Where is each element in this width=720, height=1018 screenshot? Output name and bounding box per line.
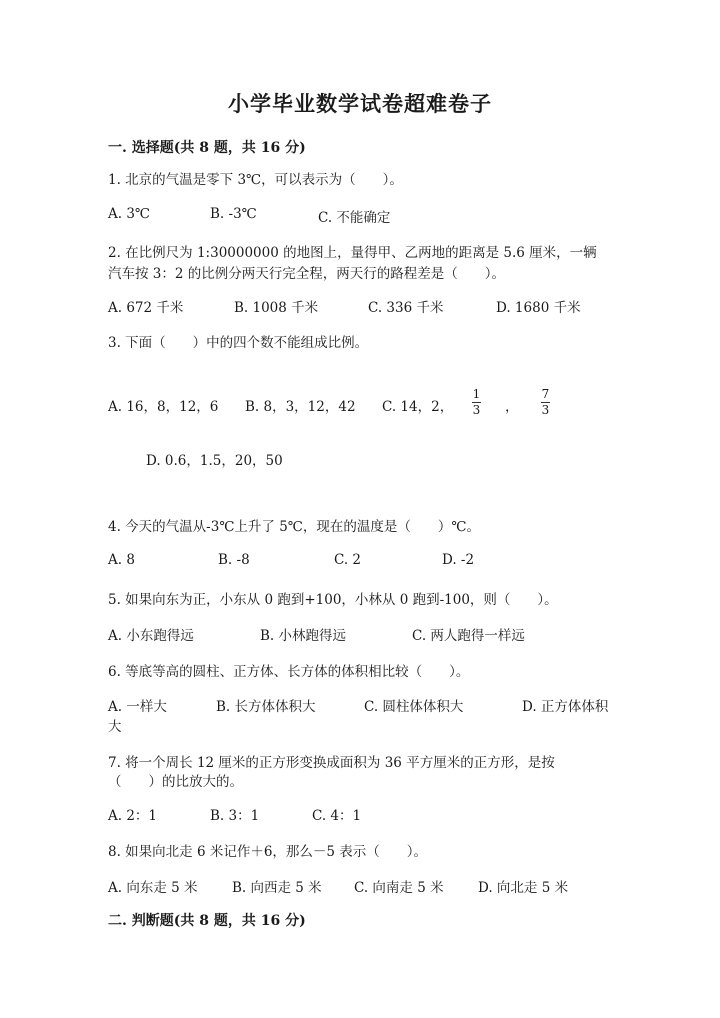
q5-option-c: C. 两人跑得一样远	[412, 628, 525, 644]
fraction-numerator: 7	[541, 387, 550, 401]
q1-option-a: A. 3℃	[108, 206, 151, 222]
fraction-denominator: 3	[541, 403, 550, 417]
question-3: 3. 下面（ ）中的四个数不能组成比例。	[108, 335, 369, 351]
q6-option-d-continued: 大	[108, 719, 122, 735]
q6-option-d: D. 正方体体积	[522, 699, 609, 715]
page-title: 小学毕业数学试卷超难卷子	[228, 91, 492, 116]
question-2-line-1: 2. 在比例尺为 1:30000000 的地图上，量得甲、乙两地的距离是 5.6 厘米，一辆	[108, 245, 597, 261]
q3-fraction-one-third	[472, 388, 481, 417]
question-2-line-2: 汽车按 3：2 的比例分两天行完全程，两天行的路程差是（ ）。	[108, 266, 506, 282]
question-8: 8. 如果向北走 6 米记作＋6，那么－5 表示（ ）。	[108, 844, 428, 860]
q3-option-c: C. 14，2，	[382, 399, 454, 415]
q2-option-a: A. 672 千米	[108, 300, 184, 316]
q6-option-b: B. 长方体体积大	[216, 699, 316, 715]
q1-option-b: B. -3℃	[210, 206, 257, 222]
q3-option-b: B. 8，3，12，42	[245, 399, 356, 415]
q2-option-d: D. 1680 千米	[496, 300, 581, 316]
q7-option-b: B. 3：1	[210, 808, 260, 824]
q3-option-d: D. 0.6，1.5，20，50	[146, 453, 283, 469]
q5-option-b: B. 小林跑得远	[260, 628, 347, 644]
q6-option-c: C. 圆柱体体积大	[364, 699, 464, 715]
q7-option-a: A. 2：1	[108, 808, 158, 824]
question-7-line-1: 7. 将一个周长 12 厘米的正方形变换成面积为 36 平方厘米的正方形，是按	[108, 755, 555, 771]
q2-option-b: B. 1008 千米	[234, 300, 319, 316]
q4-option-c: C. 2	[334, 552, 362, 568]
q4-option-b: B. -8	[218, 552, 250, 568]
q3-separator: ，	[505, 399, 519, 415]
q8-option-b: B. 向西走 5 米	[232, 880, 322, 896]
q8-option-a: A. 向东走 5 米	[108, 880, 198, 896]
question-7-line-2: （ ）的比放大的。	[108, 774, 243, 790]
section-heading-judgement: 二. 判断题(共 8 题，共 16 分)	[108, 913, 306, 929]
q3-fraction-seven-thirds	[541, 388, 550, 417]
q2-option-c: C. 336 千米	[368, 300, 444, 316]
q7-option-c: C. 4：1	[312, 808, 362, 824]
q8-option-c: C. 向南走 5 米	[354, 880, 444, 896]
q8-option-d: D. 向北走 5 米	[478, 880, 569, 896]
section-heading-choice: 一. 选择题(共 8 题，共 16 分)	[108, 140, 306, 156]
q3-option-a: A. 16，8，12，6	[108, 399, 219, 415]
question-1: 1. 北京的气温是零下 3℃，可以表示为（ ）。	[108, 172, 403, 188]
fraction-denominator: 3	[472, 403, 481, 417]
question-5: 5. 如果向东为正，小东从 0 跑到+100，小林从 0 跑到-100，则（ ）。	[108, 592, 558, 608]
question-4: 4. 今天的气温从-3℃上升了 5℃，现在的温度是（ ）℃。	[108, 519, 481, 535]
fraction-numerator: 1	[472, 387, 481, 401]
q5-option-a: A. 小东跑得远	[108, 628, 194, 644]
q4-option-a: A. 8	[108, 552, 135, 568]
q4-option-d: D. -2	[442, 552, 475, 568]
q6-option-a: A. 一样大	[108, 699, 167, 715]
question-6: 6. 等底等高的圆柱、正方体、长方体的体积相比较（ ）。	[108, 664, 470, 680]
q1-option-c: C. 不能确定	[318, 210, 391, 226]
